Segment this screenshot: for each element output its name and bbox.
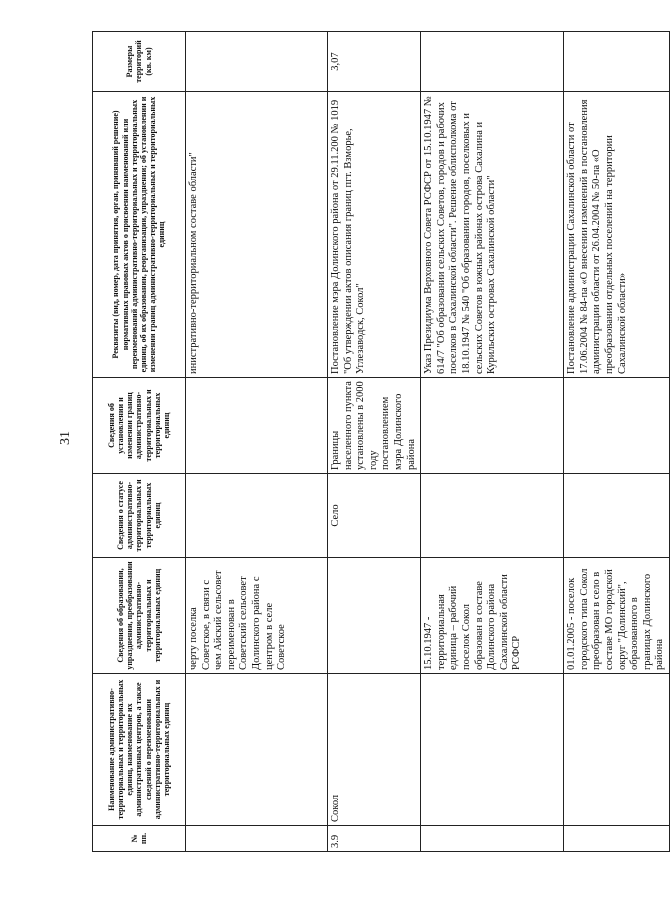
cell-status [186,474,328,558]
table-row [564,32,670,852]
header-name: Наименование административно-территориальных и территориальных единиц, наименование их административных центров, а также сведений о переименовании административно-территориальных и территориальных единиц [93,674,186,826]
admin-units-table [92,31,670,852]
cell-name: Сокол [328,674,421,826]
cell-number [564,826,670,852]
page-number: 31 [58,431,73,445]
cell-status: Село [328,474,421,558]
cell-area: 3,07 [328,32,421,92]
cell-borders: Границы населенного пункта установлены в 2000 году постановлением мэра Долинского района [328,378,421,474]
cell-borders [421,378,564,474]
cell-name [186,674,328,826]
cell-number [186,826,328,852]
cell-acts: Указ Президиума Верховного Совета РСФСР от 15.10.1947 № 614/7 "Об образовании сельских Советов, городов и рабочих поселков в Сахалинской области". Решение облисполкома от 18.10.1947 № 540 "Об образовании городов, поселковых и сельских Советов в южных районах острова Сахалина и Курильских островах Сахалинской области" [421,92,564,378]
cell-status [421,474,564,558]
cell-acts: Постановление мэра Долинского района от 29.11.200 № 1019 "Об утверждении актов описания границ пгт. Взморье, Углезаводск, Сокол" [328,92,421,378]
cell-area [421,32,564,92]
cell-borders [564,378,670,474]
header-formation: Сведения об образовании, упразднении, преобразовании административно-территориальных и территориальных единиц [93,558,186,674]
cell-formation: 01.01.2005 - поселок городского типа Сокол преобразован в село в составе МО городской округ "Долинский", образованного в границах Долинского района [564,558,670,674]
table-row [421,32,564,852]
cell-number: 3.9 [328,826,421,852]
table-row [328,32,421,852]
cell-area [564,32,670,92]
table-row [186,32,328,852]
rotated-table-sheet [92,32,666,852]
cell-formation: 15.10.1947 - территориальная единица – рабочий поселок Сокол образован в составе Долинского района Сахалинской области РСФСР [421,558,564,674]
cell-acts: инистративно-территориальном составе области" [186,92,328,378]
header-number: № пп. [93,826,186,852]
cell-formation [328,558,421,674]
header-status: Сведения о статусе административно-территориальных и территориальных единиц [93,474,186,558]
header-borders: Сведения об установлении и изменении границ административно-территориальных и территориальных единиц [93,378,186,474]
header-area: Размеры территорий (кв. км) [93,32,186,92]
cell-area [186,32,328,92]
table-header-row [93,32,186,852]
cell-number [421,826,564,852]
cell-acts: Постановление администрации Сахалинской области от 17.06.2004 № 84-па «О внесении изменений в постановления администрации области от 26.04.2004 № 50-па «О преобразовании отдельных поселений на территории Сахалинской области» [564,92,670,378]
cell-status [564,474,670,558]
cell-name [421,674,564,826]
header-acts: Реквизиты (вид, номер, дата принятия, орган, принявший решение) нормативных правовых актов о присвоении наименований или переименований административно-территориальных и территориальных единиц, об их образовании, реорганизации, упразднении; об установлении и изменении границ административно-территориальных и территориальных единиц [93,92,186,378]
cell-formation: черту поселка Советское, в связи с чем Айский сельсовет переименован в Советский сельсовет Долинского района с центром в селе Советское [186,558,328,674]
cell-borders [186,378,328,474]
cell-name [564,674,670,826]
